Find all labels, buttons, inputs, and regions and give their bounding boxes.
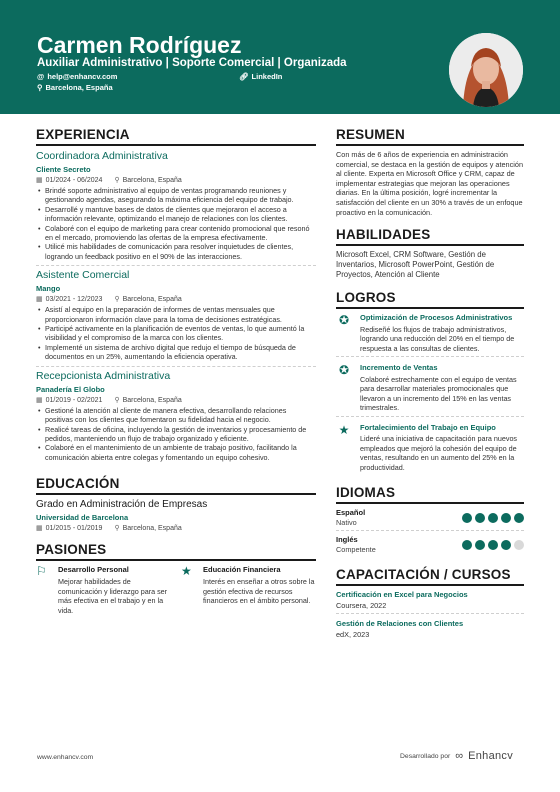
calendar-icon: ▦ bbox=[36, 525, 43, 533]
flag-icon: ⚐ bbox=[36, 564, 47, 579]
job-meta bbox=[36, 295, 316, 303]
achievement-title: Incremento de Ventas bbox=[360, 363, 438, 373]
language-level: Competente bbox=[336, 545, 376, 555]
rating-dot bbox=[475, 540, 485, 550]
passion-title: Desarrollo Personal bbox=[58, 565, 129, 575]
calendar-icon: ▦ bbox=[36, 296, 43, 304]
passion-item bbox=[181, 565, 316, 615]
language-rating bbox=[462, 540, 524, 550]
skills-title: HABILIDADES bbox=[336, 227, 524, 246]
calendar-icon: ▦ bbox=[36, 396, 43, 404]
job-location: Barcelona, España bbox=[122, 177, 182, 184]
footer-url[interactable]: www.enhancv.com bbox=[37, 754, 94, 761]
course-org: edX, 2023 bbox=[336, 630, 370, 640]
rating-dot bbox=[462, 513, 472, 523]
bullet: • Implementé un sistema de archivo digital que redujo el tiempo de búsqueda de documentos en un 25%, aumentando la eficiencia operativa. bbox=[45, 343, 316, 362]
education-dates: 01/2015 - 01/2019 bbox=[45, 525, 103, 533]
language-name: Inglés bbox=[336, 535, 358, 545]
bullet: • Brindé soporte administrativo al equipo de ventas programando reuniones y gestionando agendas, asegurando la máxima eficiencia del equipo de trabajo. bbox=[45, 186, 316, 205]
medal-icon: ✪ bbox=[338, 363, 350, 378]
brand-name: Enhancv bbox=[468, 750, 514, 762]
location-pin-icon: ⚲ bbox=[114, 525, 120, 533]
experience-section bbox=[36, 127, 316, 466]
job-bullets bbox=[36, 406, 316, 462]
bullet: • Colaboré en el mantenimiento de un ambiente de trabajo positivo, facilitando la comunicación abierta entre colegas y fomentando un equipo cohesivo. bbox=[45, 443, 316, 462]
language-rating bbox=[462, 513, 524, 523]
bullet: • Participé activamente en la planificación de eventos de ventas, lo que aumentó la visibilidad y el compromiso de la marca con los clientes. bbox=[45, 324, 316, 343]
email-contact[interactable] bbox=[37, 72, 117, 81]
header bbox=[0, 0, 560, 114]
star-icon: ★ bbox=[338, 422, 350, 437]
award-icon: ✪ bbox=[338, 313, 350, 328]
course-title: Certificación en Excel para Negocios bbox=[336, 590, 468, 600]
rating-dot bbox=[501, 540, 511, 550]
enhancv-logo-icon: ∞ bbox=[455, 750, 464, 762]
job-company: Cliente Secreto bbox=[36, 165, 91, 174]
bullet: • Realicé tareas de oficina, incluyendo la gestión de inventarios y procesamiento de pedidos, manteniendo un flujo de trabajo organizado y eficiente. bbox=[45, 425, 316, 444]
course-item bbox=[336, 590, 524, 614]
bullet: • Asistí al equipo en la preparación de informes de ventas mensuales que proporcionaron información clave para la toma de decisiones estratégicas. bbox=[45, 305, 316, 324]
achievement-item bbox=[336, 313, 524, 357]
experience-title: EXPERIENCIA bbox=[36, 127, 316, 146]
achievement-title: Optimización de Procesos Administrativos bbox=[360, 313, 513, 323]
achievement-desc: Rediseñé los flujos de trabajo administrativos, logrando una reducción del 20% en el tiempo de respuesta a las consultas de clientes. bbox=[360, 324, 515, 353]
right-column bbox=[336, 127, 524, 652]
location-pin-icon: ⚲ bbox=[114, 396, 120, 404]
job-meta bbox=[36, 176, 316, 184]
job-role: Asistente Comercial bbox=[36, 269, 130, 282]
achievement-title: Fortalecimiento del Trabajo en Equipo bbox=[360, 422, 496, 432]
achievement-desc: Colaboré estrechamente con el equipo de ventas para desarrollar materiales promocionales que llevaron a un incremento del 15% en las ventas trimestrales. bbox=[360, 374, 517, 413]
job-meta bbox=[36, 396, 316, 404]
job-entry bbox=[36, 269, 316, 366]
summary-text: Con más de 6 años de experiencia en administración comercial, se destaca en la gestión de equipos y atención al cliente. Experta en Microsoft Office y CRM, capaz de implementar estrategias que mejoran las operaciones diarias. En la última posición, logré incrementar la satisfacción del cliente en un 30% a través de un enfoque proactivo en la comunicación. bbox=[336, 150, 523, 217]
job-company: Mango bbox=[36, 284, 61, 294]
languages-section bbox=[336, 485, 524, 557]
education-degree: Grado en Administración de Empresas bbox=[36, 499, 208, 511]
rating-dot bbox=[501, 513, 511, 523]
linkedin-text: LinkedIn bbox=[251, 72, 283, 81]
location-pin-icon: ⚲ bbox=[114, 177, 120, 184]
bullet: • Utilicé mis habilidades de comunicación para resolver inquietudes de clientes, logrando un feedback positivo en el 90% de las interacciones. bbox=[45, 242, 316, 261]
passion-desc: Mejorar habilidades de comunicación y liderazgo para ser más efectiva en el trabajo y en la vida. bbox=[58, 577, 168, 615]
avatar bbox=[449, 33, 523, 107]
linkedin-contact[interactable] bbox=[239, 72, 282, 81]
course-org: Coursera, 2022 bbox=[336, 601, 387, 611]
job-entry bbox=[36, 150, 316, 266]
job-role: Coordinadora Administrativa bbox=[36, 150, 168, 162]
job-bullets bbox=[36, 305, 316, 361]
powered-by-text: Desarrollado por bbox=[400, 752, 451, 760]
bullet: • Desarrollé y mantuve bases de datos de clientes que mejoraron el acceso a información relevante, optimizando el manejo de relaciones con los clientes. bbox=[45, 205, 316, 224]
job-company: Panadería El Globo bbox=[36, 384, 105, 394]
calendar-icon: ▦ bbox=[36, 177, 43, 184]
summary-title: RESUMEN bbox=[336, 127, 524, 146]
passion-item bbox=[36, 565, 171, 615]
language-name: Español bbox=[336, 508, 366, 518]
passions-section bbox=[36, 542, 316, 615]
headline: Auxiliar Administrativo | Soporte Comercial | Organizada bbox=[37, 57, 347, 69]
job-bullets bbox=[36, 186, 316, 261]
training-section bbox=[336, 567, 524, 642]
passion-desc: Interés en enseñar a otros sobre la gestión efectiva de recursos financieros en el ámbito personal. bbox=[203, 577, 315, 606]
job-dates: 03/2021 - 12/2023 bbox=[45, 296, 103, 304]
job-location: Barcelona, España bbox=[122, 396, 182, 404]
achievements-title: LOGROS bbox=[336, 290, 524, 309]
education-title: EDUCACIÓN bbox=[36, 476, 316, 495]
passion-title: Educación Financiera bbox=[203, 565, 281, 575]
languages-title: IDIOMAS bbox=[336, 485, 524, 504]
education-section bbox=[36, 476, 316, 532]
passions-list bbox=[36, 565, 316, 615]
bullet: • Colaboré con el equipo de marketing para crear contenido promocional que resonó en el mercado, promoviendo las ofertas de la empresa efectivamente. bbox=[45, 224, 316, 243]
language-level: Nativo bbox=[336, 518, 357, 528]
language-item bbox=[336, 535, 524, 557]
education-school: Universidad de Barcelona bbox=[36, 513, 129, 523]
location-pin-icon: ⚲ bbox=[114, 296, 120, 304]
location-contact bbox=[37, 83, 113, 92]
left-column bbox=[36, 127, 316, 626]
location-text: Barcelona, España bbox=[45, 83, 113, 92]
job-entry bbox=[36, 370, 316, 466]
bullet: • Gestioné la atención al cliente de manera efectiva, desarrollando relaciones positivas con los clientes que fomentaron su fidelidad hacia el negocio. bbox=[45, 406, 316, 425]
footer-brand[interactable] bbox=[400, 750, 513, 762]
rating-dot bbox=[475, 513, 485, 523]
training-title: CAPACITACIÓN / CURSOS bbox=[336, 567, 524, 586]
summary-section bbox=[336, 127, 524, 217]
rating-dot bbox=[488, 540, 498, 550]
candidate-name: Carmen Rodríguez bbox=[37, 32, 242, 58]
rating-dot bbox=[488, 513, 498, 523]
rating-dot bbox=[462, 540, 472, 550]
skills-section bbox=[336, 227, 524, 280]
star-icon: ★ bbox=[181, 564, 192, 579]
job-dates: 01/2024 - 06/2024 bbox=[45, 177, 103, 184]
achievement-item bbox=[336, 423, 524, 476]
job-location: Barcelona, España bbox=[122, 296, 182, 304]
language-item bbox=[336, 508, 524, 531]
course-title: Gestión de Relaciones con Clientes bbox=[336, 619, 464, 629]
education-meta bbox=[36, 524, 316, 532]
email-text: help@enhancv.com bbox=[47, 72, 118, 81]
course-item bbox=[336, 619, 524, 642]
skills-text: Microsoft Excel, CRM Software, Gestión de Inventarios, Microsoft PowerPoint, Gestión de Proyectos, Atención al Cliente bbox=[336, 250, 495, 280]
rating-dot bbox=[514, 513, 524, 523]
link-icon: 🔗︎ bbox=[239, 72, 249, 81]
achievements-section bbox=[336, 290, 524, 475]
job-dates: 01/2019 - 02/2021 bbox=[45, 396, 103, 404]
achievement-desc: Lideré una iniciativa de capacitación para nuevos empleados que mejoró la cohesión del equipo de ventas, resultando en un aumento del 25% en la productividad. bbox=[360, 434, 518, 472]
rating-dot bbox=[514, 540, 524, 550]
job-role: Recepcionista Administrativa bbox=[36, 369, 171, 382]
passions-title: PASIONES bbox=[36, 542, 316, 561]
at-icon: @ bbox=[37, 72, 45, 81]
location-pin-icon: ⚲ bbox=[37, 83, 43, 92]
achievement-item bbox=[336, 363, 524, 417]
education-location: Barcelona, España bbox=[122, 525, 182, 533]
